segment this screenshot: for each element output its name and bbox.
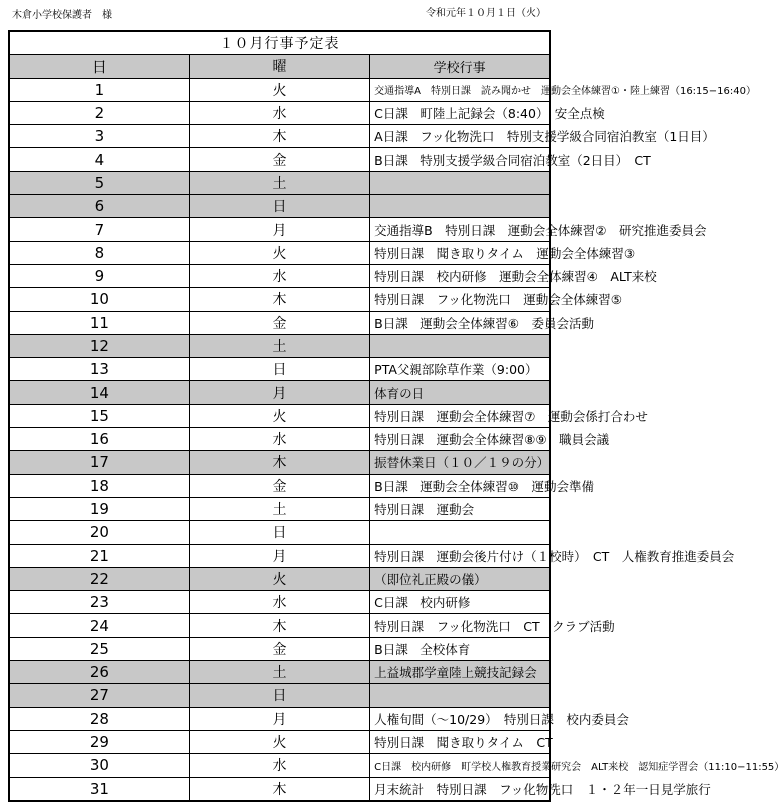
events-cell: C日課 校内研修 [370,591,550,614]
events-cell [370,334,550,357]
events-cell [370,684,550,707]
events-cell: 特別日課 聞き取りタイム CT [370,730,550,753]
table-row [9,567,550,590]
events-cell: PTA父親部除草作業（9:00） [370,358,550,381]
table-row [9,241,550,264]
table-row [9,101,550,124]
events-cell: 特別日課 運動会後片付け（１校時） CT 人権教育推進委員会 [370,544,550,567]
day-cell: 27 [9,684,189,707]
table-row [9,661,550,684]
table-row [9,777,550,801]
table-row [9,288,550,311]
table-row [9,754,550,777]
events-cell: 特別日課 運動会全体練習⑧⑨ 職員会議 [370,428,550,451]
page-header [12,4,546,21]
events-cell [370,521,550,544]
weekday-cell: 水 [189,754,369,777]
day-cell: 19 [9,497,189,520]
day-cell: 6 [9,195,189,218]
weekday-cell: 日 [189,521,369,544]
table-row [9,358,550,381]
weekday-cell: 日 [189,358,369,381]
table-row [9,521,550,544]
events-cell: 振替休業日（１０／１９の分） [370,451,550,474]
day-cell: 9 [9,264,189,287]
day-cell: 7 [9,218,189,241]
table-row [9,218,550,241]
column-header-events: 学校行事 [370,55,550,78]
column-header-day: 日 [9,55,189,78]
day-cell: 11 [9,311,189,334]
weekday-cell: 月 [189,707,369,730]
weekday-cell: 火 [189,404,369,427]
weekday-cell: 土 [189,334,369,357]
weekday-cell: 火 [189,567,369,590]
table-row [9,171,550,194]
table-row [9,311,550,334]
weekday-cell: 火 [189,78,369,101]
table-title: １０月行事予定表 [9,31,550,55]
day-cell: 29 [9,730,189,753]
day-cell: 25 [9,637,189,660]
day-cell: 23 [9,591,189,614]
events-cell: 特別日課 フッ化物洗口 運動会全体練習⑤ [370,288,550,311]
weekday-cell: 月 [189,544,369,567]
events-cell: C日課 町陸上記録会（8:40） 安全点検 [370,101,550,124]
table-row [9,591,550,614]
weekday-cell: 月 [189,381,369,404]
table-row [9,264,550,287]
table-row [9,497,550,520]
weekday-cell: 金 [189,311,369,334]
day-cell: 1 [9,78,189,101]
table-row [9,637,550,660]
day-cell: 13 [9,358,189,381]
issue-date: 令和元年１０月１日（火） [426,8,546,19]
events-cell: 特別日課 運動会 [370,497,550,520]
day-cell: 5 [9,171,189,194]
day-cell: 12 [9,334,189,357]
table-row [9,428,550,451]
table-row [9,78,550,101]
table-row [9,684,550,707]
table-row [9,381,550,404]
events-cell: 人権旬間（〜10/29） 特別日課 校内委員会 [370,707,550,730]
table-row [9,544,550,567]
day-cell: 30 [9,754,189,777]
events-cell: B日課 特別支援学級合同宿泊教室（2日目） CT [370,148,550,171]
table-row [9,707,550,730]
table-row [9,451,550,474]
table-row [9,334,550,357]
day-cell: 4 [9,148,189,171]
day-cell: 28 [9,707,189,730]
weekday-cell: 木 [189,125,369,148]
weekday-cell: 水 [189,101,369,124]
events-cell: 月末統計 特別日課 フッ化物洗口 １・２年一日見学旅行 [370,777,550,801]
events-cell: 交通指導A 特別日課 読み聞かせ 運動会全体練習①・陸上練習（16:15−16:40） [370,78,550,101]
weekday-cell: 月 [189,218,369,241]
weekday-cell: 日 [189,195,369,218]
events-cell: B日課 運動会全体練習⑩ 運動会準備 [370,474,550,497]
events-cell: 交通指導B 特別日課 運動会全体練習② 研究推進委員会 [370,218,550,241]
day-cell: 20 [9,521,189,544]
events-cell [370,195,550,218]
day-cell: 15 [9,404,189,427]
weekday-cell: 木 [189,777,369,801]
weekday-cell: 水 [189,428,369,451]
events-cell [370,171,550,194]
schedule-rows [9,78,784,801]
events-cell: 特別日課 校内研修 運動会全体練習④ ALT来校 [370,264,550,287]
addressee: 木倉小学校保護者 様 [12,10,112,21]
weekday-cell: 金 [189,474,369,497]
events-cell: （即位礼正殿の儀） [370,567,550,590]
day-cell: 2 [9,101,189,124]
weekday-cell: 木 [189,288,369,311]
day-cell: 10 [9,288,189,311]
day-cell: 3 [9,125,189,148]
events-cell: 上益城郡学童陸上競技記録会 [370,661,550,684]
schedule-table [8,30,784,802]
weekday-cell: 木 [189,451,369,474]
day-cell: 24 [9,614,189,637]
day-cell: 31 [9,777,189,801]
events-cell: C日課 校内研修 町学校人権教育授業研究会 ALT来校 認知症学習会（11:10−11:55） [370,754,550,777]
events-cell: B日課 運動会全体練習⑥ 委員会活動 [370,311,550,334]
table-row [9,125,550,148]
weekday-cell: 金 [189,637,369,660]
day-cell: 18 [9,474,189,497]
table-row [9,614,550,637]
table-row [9,404,550,427]
weekday-cell: 土 [189,661,369,684]
weekday-cell: 木 [189,614,369,637]
column-header-weekday: 曜 [189,55,369,78]
events-cell: 特別日課 運動会全体練習⑦ 運動会係打合わせ [370,404,550,427]
weekday-cell: 日 [189,684,369,707]
events-cell: A日課 フッ化物洗口 特別支援学級合同宿泊教室（1日目） [370,125,550,148]
day-cell: 14 [9,381,189,404]
weekday-cell: 土 [189,497,369,520]
table-row [9,148,550,171]
weekday-cell: 水 [189,591,369,614]
table-row [9,474,550,497]
day-cell: 21 [9,544,189,567]
events-cell: 特別日課 フッ化物洗口 CT クラブ活動 [370,614,550,637]
table-row [9,195,550,218]
day-cell: 26 [9,661,189,684]
events-cell: 体育の日 [370,381,550,404]
day-cell: 22 [9,567,189,590]
day-cell: 16 [9,428,189,451]
weekday-cell: 土 [189,171,369,194]
table-row [9,730,550,753]
day-cell: 17 [9,451,189,474]
weekday-cell: 水 [189,264,369,287]
weekday-cell: 火 [189,730,369,753]
events-cell: B日課 全校体育 [370,637,550,660]
day-cell: 8 [9,241,189,264]
weekday-cell: 金 [189,148,369,171]
events-cell: 特別日課 聞き取りタイム 運動会全体練習③ [370,241,550,264]
weekday-cell: 火 [189,241,369,264]
